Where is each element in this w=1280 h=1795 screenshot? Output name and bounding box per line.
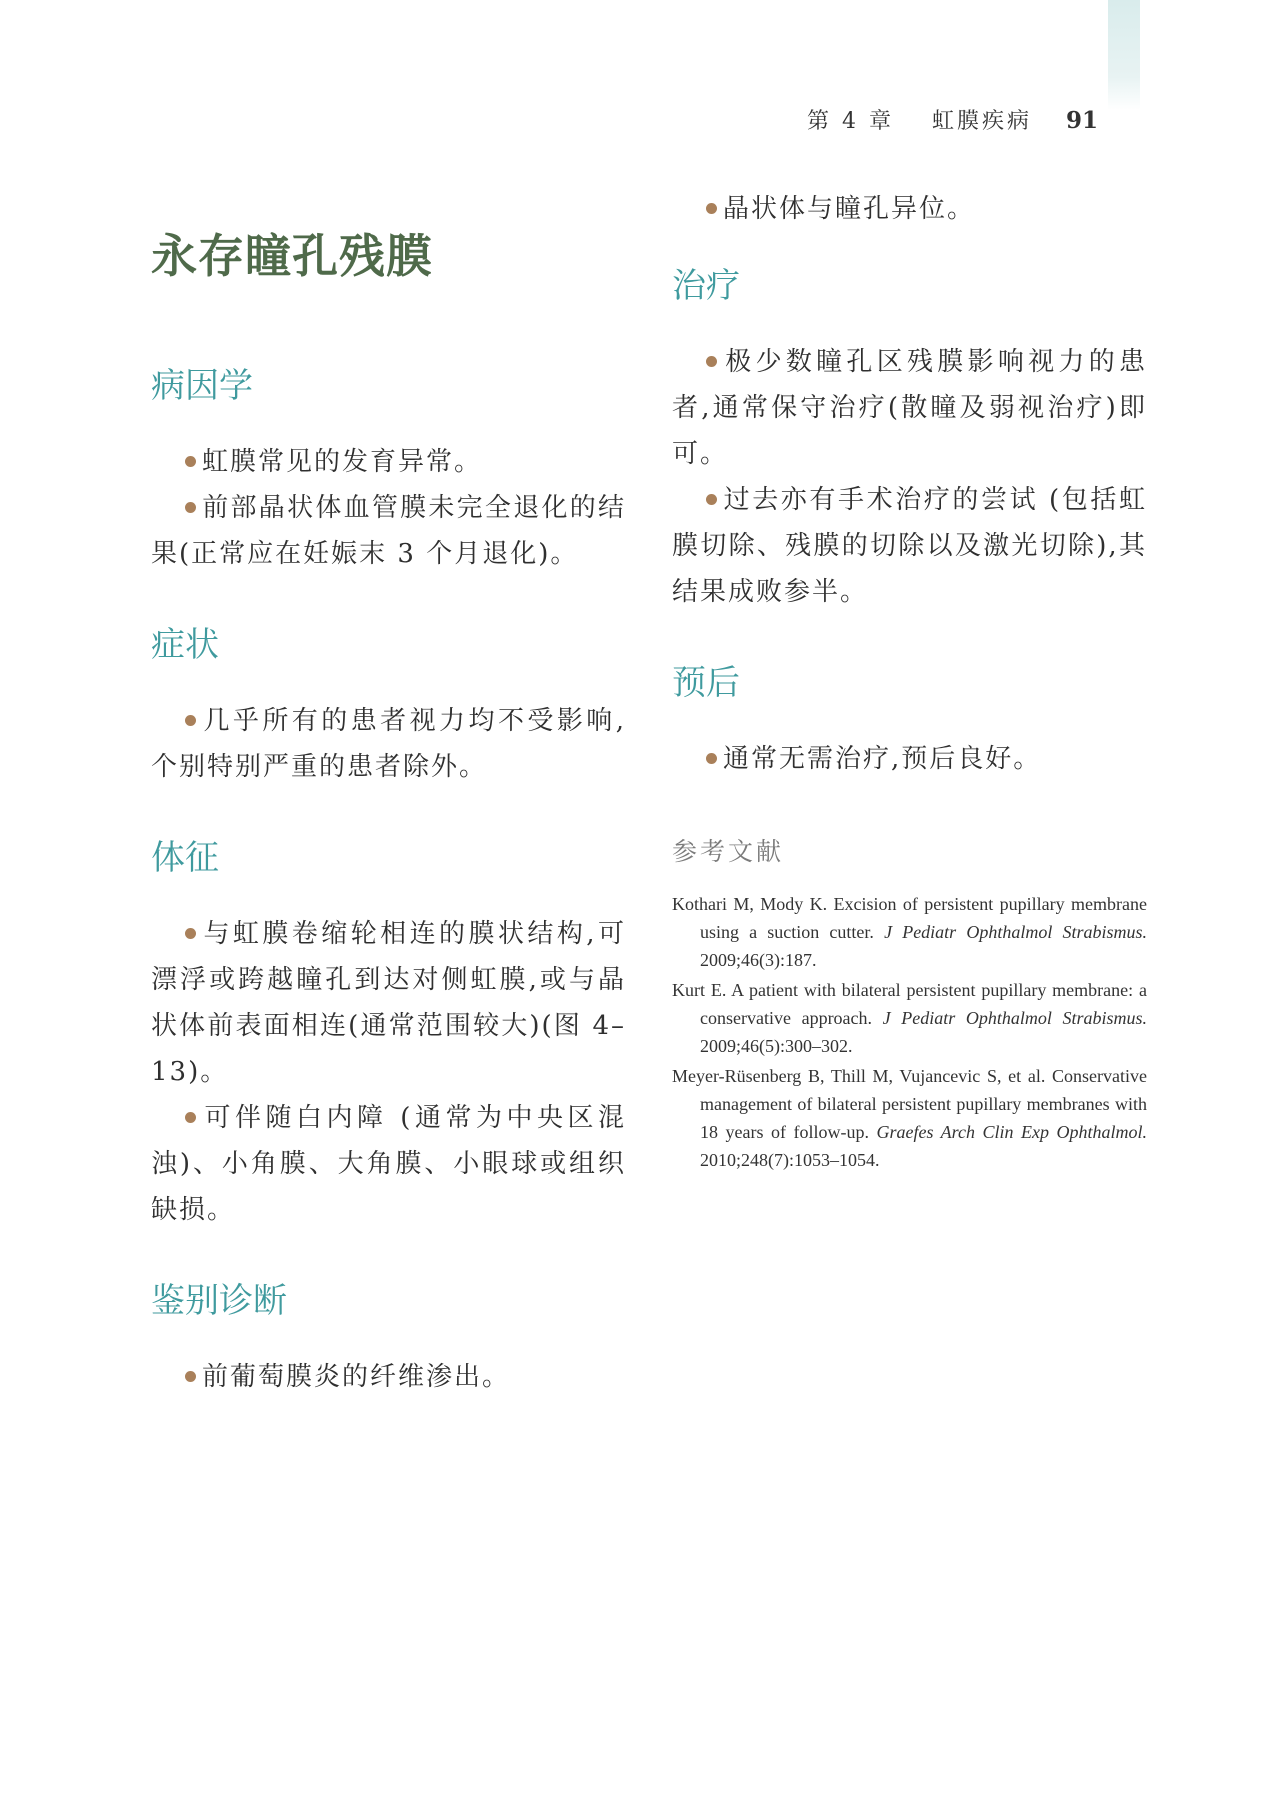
continued-list bbox=[672, 186, 1147, 232]
bullet-icon bbox=[185, 456, 196, 467]
section-title: 永存瞳孔残膜 bbox=[151, 229, 433, 283]
chapter-number: 第 4 章 bbox=[806, 109, 894, 134]
bullet-paragraph: 极少数瞳孔区残膜影响视力的患者,通常保守治疗(散瞳及弱视治疗)即可。 bbox=[672, 347, 1147, 469]
section-differential bbox=[151, 1273, 626, 1400]
chapter-title: 虹膜疾病 bbox=[931, 109, 1032, 134]
bullet-icon bbox=[706, 753, 717, 764]
bullet-icon bbox=[706, 203, 717, 214]
section-prognosis bbox=[672, 655, 1147, 782]
bullet-icon bbox=[185, 715, 196, 726]
bullet-icon bbox=[185, 1371, 196, 1382]
bullet-paragraph: 可伴随白内障 (通常为中央区混浊)、小角膜、大角膜、小眼球或组织缺损。 bbox=[151, 1103, 626, 1225]
section-symptoms bbox=[151, 617, 626, 790]
section-heading: 病因学 bbox=[151, 366, 253, 406]
section-heading: 预后 bbox=[672, 663, 740, 703]
bullet-paragraph: 晶状体与瞳孔异位。 bbox=[672, 186, 1147, 232]
bullet-icon bbox=[706, 494, 717, 505]
bullet-paragraph: 与虹膜卷缩轮相连的膜状结构,可漂浮或跨越瞳孔到达对侧虹膜,或与晶状体前表面相连(通常范围较大)(图 4–13)。 bbox=[151, 919, 626, 1087]
bullet-icon bbox=[706, 356, 717, 367]
bullet-paragraph: 过去亦有手术治疗的尝试 (包括虹膜切除、残膜的切除以及激光切除),其结果成败参半。 bbox=[672, 485, 1147, 607]
section-etiology bbox=[151, 358, 626, 577]
section-signs bbox=[151, 830, 626, 1233]
bullet-icon bbox=[185, 502, 196, 513]
section-heading: 症状 bbox=[151, 625, 219, 665]
bullet-paragraph: 前部晶状体血管膜未完全退化的结果(正常应在妊娠末 3 个月退化)。 bbox=[151, 493, 626, 569]
reference-item: Meyer-Rüsenberg B, Thill M, Vujancevic S, et al. Conservative management of bilateral persistent pupillary membranes with 18 years of follow-up. Graefes Arch Clin Exp Ophthalmol. 2010;248(7):1053–1054. bbox=[672, 1066, 1147, 1170]
section-treatment bbox=[672, 258, 1147, 615]
section-heading: 治疗 bbox=[672, 266, 740, 306]
references bbox=[672, 832, 1147, 1174]
right-column bbox=[672, 186, 1147, 1176]
bullet-paragraph: 几乎所有的患者视力均不受影响,个别特别严重的患者除外。 bbox=[151, 706, 626, 782]
page-number: 91 bbox=[1065, 107, 1098, 134]
bullet-icon bbox=[185, 928, 196, 939]
reference-item: Kothari M, Mody K. Excision of persistent pupillary membrane using a suction cutter. J Pediatr Ophthalmol Strabismus. 2009;46(3):187. bbox=[672, 894, 1147, 970]
section-heading: 体征 bbox=[151, 838, 219, 878]
left-column bbox=[151, 220, 626, 1440]
section-heading: 鉴别诊断 bbox=[151, 1281, 287, 1321]
references-heading: 参考文献 bbox=[672, 837, 785, 866]
bullet-paragraph: 虹膜常见的发育异常。 bbox=[151, 439, 626, 485]
reference-item: Kurt E. A patient with bilateral persistent pupillary membrane: a conservative approach. J Pediatr Ophthalmol Strabismus. 2009;46(5):300–302. bbox=[672, 980, 1148, 1056]
bullet-paragraph: 前葡萄膜炎的纤维渗出。 bbox=[151, 1354, 626, 1400]
bullet-icon bbox=[185, 1112, 196, 1123]
bullet-paragraph: 通常无需治疗,预后良好。 bbox=[672, 736, 1147, 782]
edge-tab-strip bbox=[1108, 0, 1140, 110]
running-head bbox=[807, 104, 1098, 135]
